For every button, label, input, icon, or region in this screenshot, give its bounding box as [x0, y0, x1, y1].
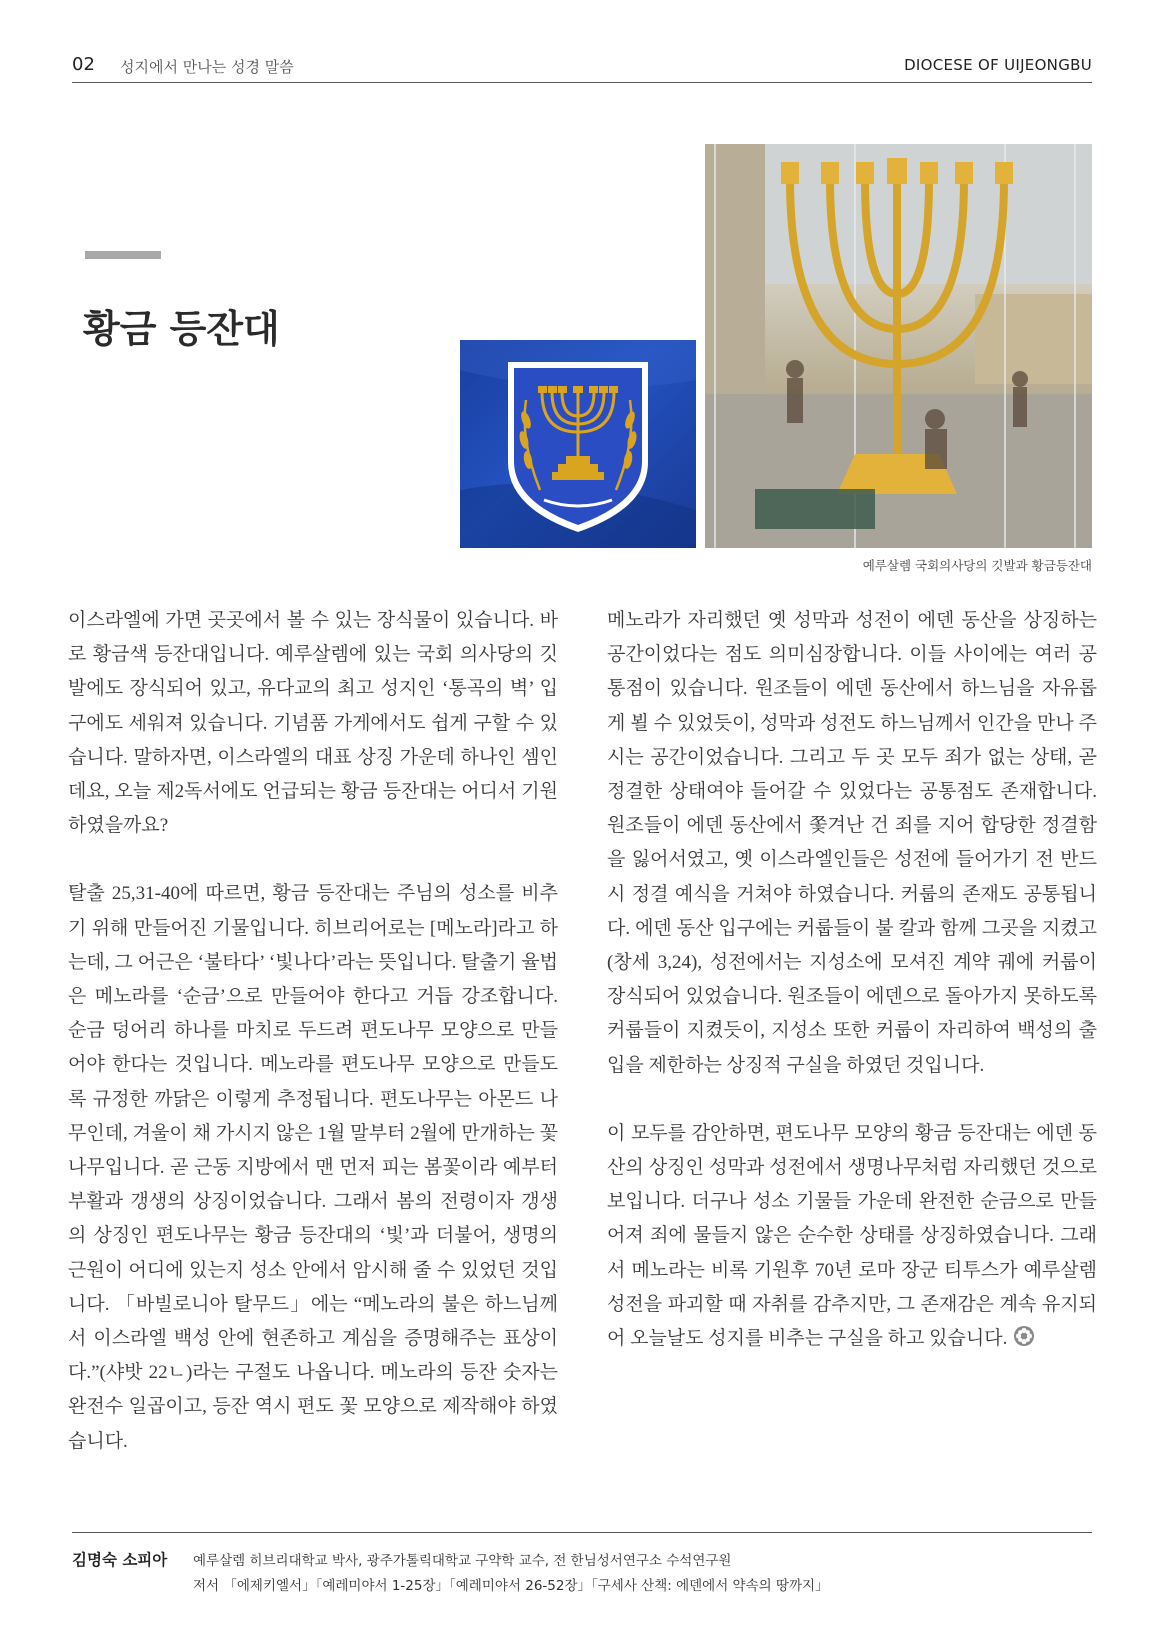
knesset-flag-photo [460, 340, 696, 548]
golden-menorah-icon [705, 144, 1092, 548]
author-credentials: 예루살렘 히브리대학교 박사, 광주가톨릭대학교 구약학 교수, 전 한님성서연구소 수석연구원 [193, 1553, 732, 1569]
body-paragraph [607, 1117, 1097, 1356]
photo-caption: 예루살렘 국회의사당의 깃발과 황금등잔대 [862, 558, 1092, 573]
author-name: 김명숙 소피아 [72, 1551, 168, 1569]
author-publications: 저서 「에제키엘서」「예레미야서 1-25장」「예레미야서 26-52장」「구세사 산책: 에덴에서 약속의 땅까지」 [193, 1578, 829, 1594]
article-title: 황금 등잔대 [83, 306, 280, 351]
body-paragraph: 메노라가 자리했던 옛 성막과 성전이 에덴 동산을 상징하는 공간이었다는 점도 의미심장합니다. 이들 사이에는 여러 공통점이 있습니다. 원조들이 에덴 동산에서 하느님을 자유롭게 뵐 수 있었듯이, 성막과 성전도 하느님께서 인간을 만나 주시는 공간이었습니다. 그리고 두 곳 모두 죄가 없는 상태, 곧 정결한 상태여야 들어갈 수 있었다는 공통점도 존재합니다. 원조들이 에덴 동산에서 쫓겨난 건 죄를 지어 합당한 정결함을 잃어서였고, 옛 이스라엘인들은 성전에 들어가기 전 반드시 정결 예식을 거쳐야 하였습니다. 커룹의 존재도 공통됩니다. 에덴 동산 입구에는 커룹들이 불 칼과 함께 그곳을 지켰고(창세 3,24), 성전에서는 지성소에 모셔진 계약 궤에 커룹이 장식되어 있었습니다. 원조들이 에덴으로 돌아가지 못하도록 커룹들이 지켰듯이, 지성소 또한 커룹이 자리하여 백성의 출입을 제한하는 상징적 구실을 하였던 것입니다. [607, 610, 1097, 1076]
footer-divider [72, 1532, 1092, 1533]
publisher-name: DIOCESE OF UIJEONGBU [904, 56, 1092, 74]
section-title: 성지에서 만나는 성경 말씀 [120, 58, 294, 76]
page-number: 02 [72, 54, 95, 75]
golden-menorah-photo [705, 144, 1092, 548]
left-text-column [68, 604, 558, 1493]
body-paragraph: 탈출 25,31-40에 따르면, 황금 등잔대는 주님의 성소를 비추기 위해 만들어진 기물입니다. 히브리어로는 [메노라]라고 하는데, 그 어근은 ‘불타다’ ‘빛나다’라는 뜻입니다. 탈출기 율법은 메노라를 ‘순금’으로 만들어야 한다고 거듭 강조합니다. 순금 덩어리 하나를 마치로 두드려 편도나무 모양으로 만들어야 한다는 것입니다. 메노라를 편도나무 모양으로 만들도록 규정한 까닭은 이렇게 추정됩니다. 편도나무는 아몬드 나무인데, 겨울이 채 가시지 않은 1월 말부터 2월에 만개하는 꽃나무입니다. 곧 근동 지방에서 맨 먼저 피는 봄꽃이라 예부터 부활과 갱생의 상징이었습니다. 그래서 봄의 전령이자 갱생의 상징인 편도나무는 황금 등잔대의 ‘빛’과 더불어, 생명의 근원이 어디에 있는지 성소 안에서 암시해 줄 수 있었던 것입니다. 「바빌로니아 탈무드」에는 “메노라의 불은 하느님께서 이스라엘 백성 안에 현존하고 계심을 증명해주는 표상이다.”(샤밧 22ㄴ)라는 구절도 나옵니다. 메노라의 등잔 숫자는 완전수 일곱이고, 등잔 역시 편도 꽃 모양으로 제작해야 하였습니다. [68, 883, 558, 1452]
body-paragraph: 이스라엘에 가면 곳곳에서 볼 수 있는 장식물이 있습니다. 바로 황금색 등잔대입니다. 예루살렘에 있는 국회 의사당의 깃발에도 장식되어 있고, 유다교의 최고 성지인 ‘통곡의 벽’ 입구에도 세워져 있습니다. 기념품 가게에서도 쉽게 구할 수 있습니다. 말하자면, 이스라엘의 대표 상징 가운데 하나인 셈인데요, 오늘 제2독서에도 언급되는 황금 등잔대는 어디서 기원하였을까요? [68, 610, 558, 837]
body-paragraph-text: 이 모두를 감안하면, 편도나무 모양의 황금 등잔대는 에덴 동산의 상징인 성막과 성전에서 생명나무처럼 자리했던 것으로 보입니다. 더구나 성소 기물들 가운데 완전한 순금으로 만들어져 죄에 물들지 않은 순수한 상태를 상징하였습니다. 그래서 메노라는 비록 기원후 70년 로마 장군 티투스가 예루살렘 성전을 파괴할 때 자취를 감추지만, 그 존재감은 계속 유지되어 오늘날도 성지를 비추는 구실을 하고 있습니다. [607, 1122, 1097, 1350]
author-bio [193, 1549, 829, 1599]
page-header [72, 52, 1092, 83]
flower-ornament-icon [1013, 1325, 1035, 1347]
right-text-column [607, 604, 1097, 1390]
menorah-emblem-icon [460, 340, 696, 548]
title-accent-rule [85, 251, 161, 259]
